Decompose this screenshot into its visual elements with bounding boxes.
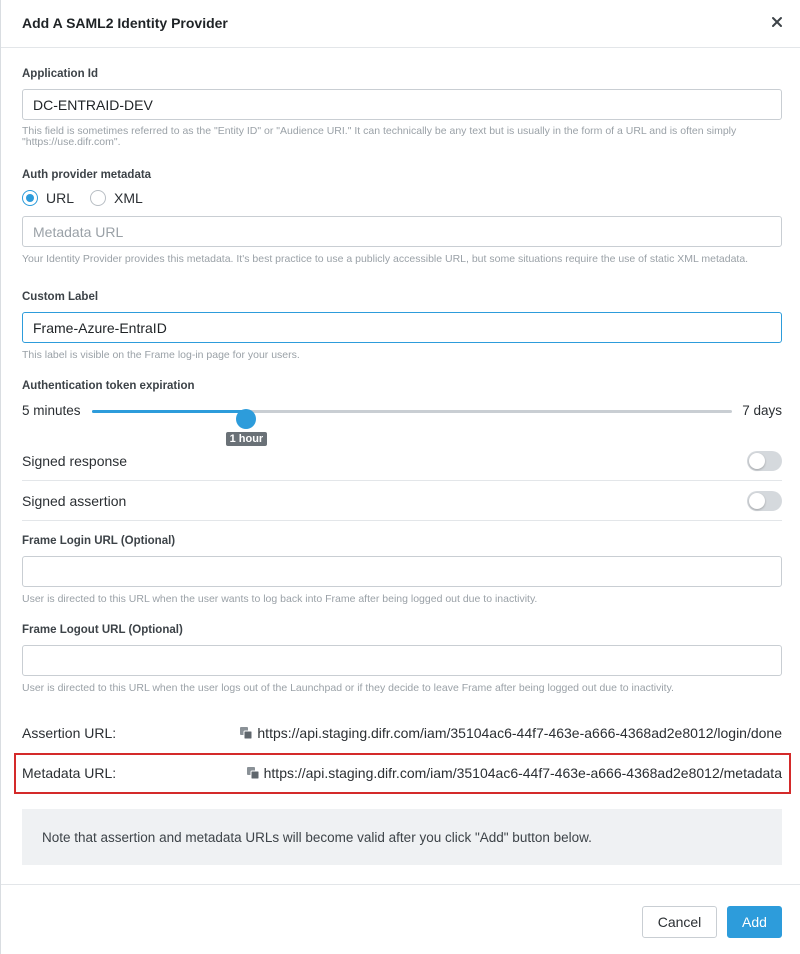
slider-thumb[interactable] [236,409,256,429]
logout-url-input[interactable] [22,645,782,676]
dialog-title: Add A SAML2 Identity Provider [22,15,228,31]
custom-label-input[interactable] [22,312,782,343]
assertion-url-text: https://api.staging.difr.com/iam/35104ac6-44f7-463e-a666-4368ad2e8012/login/done [257,725,782,741]
metadata-url-value [246,765,782,781]
assertion-url-value [239,725,782,741]
application-id-label: Application Id [22,68,99,80]
metadata-url-label: Metadata URL: [22,765,117,781]
metadata-url-row [22,762,782,784]
metadata-type-radio-group [22,188,159,208]
application-id-input[interactable] [22,89,782,120]
logout-url-label: Frame Logout URL (Optional) [22,624,183,636]
slider-value-tooltip: 1 hour [226,432,268,446]
toggle-knob [749,493,765,509]
radio-xml-label[interactable]: XML [114,190,143,206]
metadata-url-input[interactable] [22,216,782,247]
radio-url[interactable] [22,190,38,206]
slider-max-label: 7 days [742,403,782,418]
signed-response-toggle[interactable] [747,451,782,471]
toggle-knob [749,453,765,469]
logout-url-help: User is directed to this URL when the user logs out of the Launchpad or if they decide to leave Frame after being logged out due to inactivity. [22,682,674,694]
add-button[interactable]: Add [727,906,782,938]
custom-label-help: This label is visible on the Frame log-in page for your users. [22,349,300,361]
login-url-label: Frame Login URL (Optional) [22,535,176,547]
radio-xml[interactable] [90,190,106,206]
copy-icon[interactable] [246,766,260,780]
auth-metadata-label: Auth provider metadata [22,169,152,181]
slider-min-label: 5 minutes [22,403,81,418]
token-expiration-label: Authentication token expiration [22,380,195,392]
dialog-header [1,0,800,48]
signed-assertion-toggle[interactable] [747,491,782,511]
signed-response-row [22,441,782,481]
signed-assertion-label: Signed assertion [22,493,127,509]
info-note-text: Note that assertion and metadata URLs will become valid after you click "Add" button below. [42,830,592,845]
custom-label-label: Custom Label [22,291,99,303]
radio-url-label[interactable]: URL [46,190,75,206]
close-icon[interactable] [769,14,785,30]
assertion-url-row [22,722,782,744]
assertion-url-label: Assertion URL: [22,725,117,741]
footer-divider [1,884,800,885]
auth-metadata-help: Your Identity Provider provides this metadata. It's best practice to use a publicly accessible URL, but some situations require the use of static XML metadata. [22,253,749,265]
login-url-input[interactable] [22,556,782,587]
slider-track-fill [92,410,246,413]
metadata-url-text: https://api.staging.difr.com/iam/35104ac6-44f7-463e-a666-4368ad2e8012/metadata [263,765,782,781]
copy-icon[interactable] [239,726,253,740]
signed-response-label: Signed response [22,453,128,469]
slider-track[interactable] [92,410,732,445]
token-expiration-slider[interactable] [22,402,782,445]
application-id-help: This field is sometimes referred to as the "Entity ID" or "Audience URI." It can technically be any text but is usually in the form of a URL and is often simply "https://use.difr.com". [22,125,737,148]
info-note [22,809,782,865]
login-url-help: User is directed to this URL when the user wants to log back into Frame after being logged out due to inactivity. [22,593,538,605]
signed-assertion-row [22,481,782,521]
cancel-button[interactable]: Cancel [642,906,717,938]
